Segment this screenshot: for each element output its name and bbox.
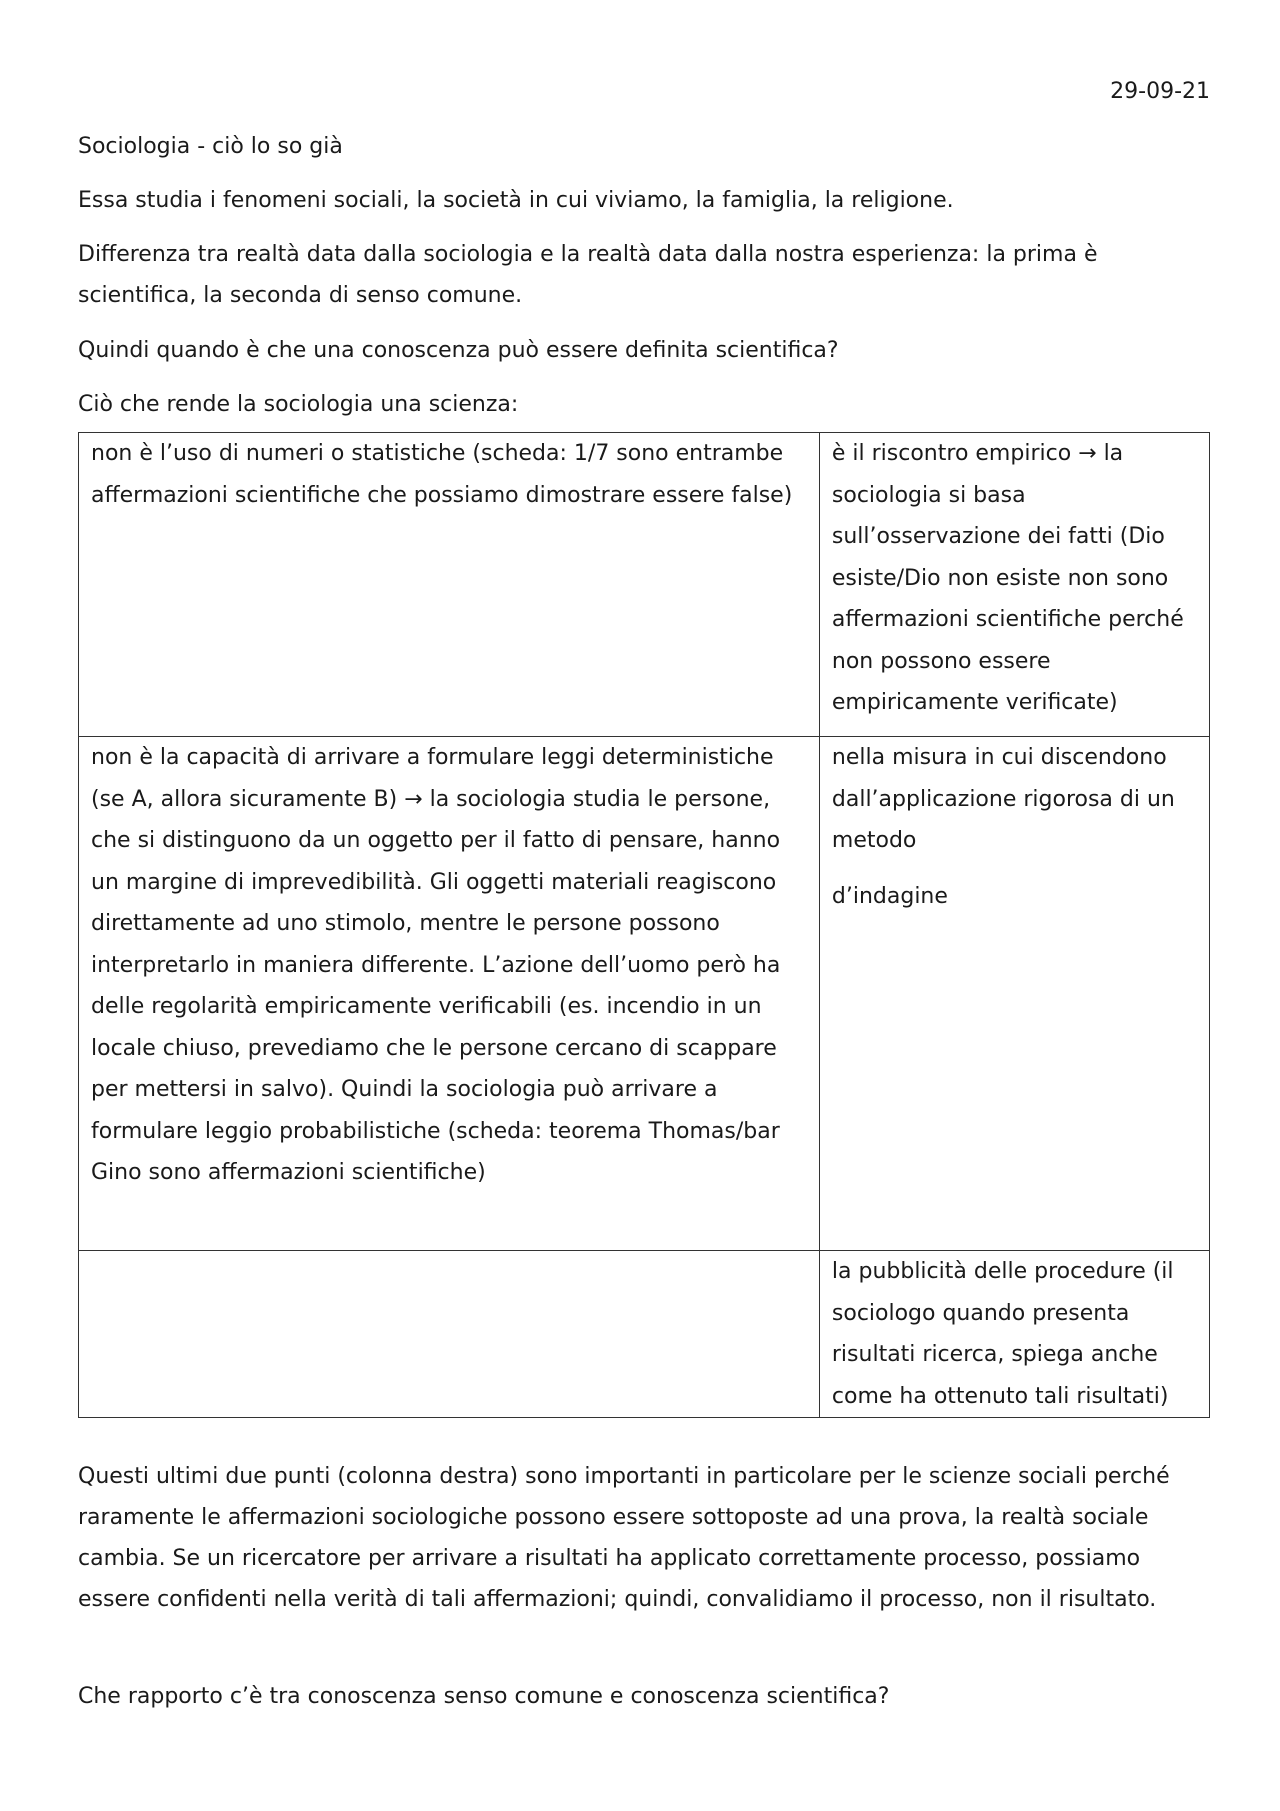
table-cell-right: la pubblicità delle procedure (il sociologo quando presenta risultati ricerca, spiega anche come ha ottenuto tali risultati): [819, 1251, 1209, 1418]
table-cell-right-extra: d’indagine: [831, 883, 948, 909]
table-cell-left: non è la capacità di arrivare a formulare leggi deterministiche (se A, allora sicuramente B) → la sociologia studia le persone, che si distinguono da un oggetto per il fatto di pensare, hanno un margine di imprevedibilità. Gli oggetti materiali reagiscono direttamente ad uno stimolo, mentre le persone possono interpretarlo in maniera differente. L’azione dell’uomo però ha delle regolarità empiricamente verificabili (es. incendio in un locale chiuso, prevediamo che le persone cercano di scappare per mettersi in salvo). Quindi la sociologia può arrivare a formulare leggio probabilistiche (scheda: teorema Thomas/bar Gino sono affermazioni scientifiche): [79, 737, 820, 1251]
intro-paragraph-2: Differenza tra realtà data dalla sociologia e la realtà data dalla nostra esperienza: la prima è scientifica, la seconda di senso comune.: [78, 242, 1098, 308]
table-cell-left: [79, 1251, 820, 1418]
table-row: [79, 737, 1210, 1251]
table-cell-right-text: nella misura in cui discendono dall’applicazione rigorosa di un metodo: [831, 745, 1175, 853]
document-date: 29-09-21: [1110, 79, 1210, 104]
table-cell-left: non è l’uso di numeri o statistiche (scheda: 1/7 sono entrambe affermazioni scientifiche che possiamo dimostrare essere false): [79, 433, 820, 737]
document-title: Sociologia - ciò lo so già: [78, 134, 343, 159]
table-cell-right: [819, 737, 1209, 1251]
closing-paragraph-1: Questi ultimi due punti (colonna destra) sono importanti in particolare per le scienze sociali perché raramente le affermazioni sociologiche possono essere sottoposte ad una prova, la realtà sociale cambia. Se un ricercatore per arrivare a risultati ha applicato correttamente processo, possiamo essere confidenti nella verità di tali affermazioni; quindi, convalidiamo il processo, non il risultato.: [78, 1464, 1170, 1612]
intro-paragraph-1: Essa studia i fenomeni sociali, la società in cui viviamo, la famiglia, la religione.: [78, 188, 954, 213]
intro-paragraph-4: Ciò che rende la sociologia una scienza:: [78, 392, 519, 417]
closing-paragraph-2: Che rapporto c’è tra conoscenza senso comune e conoscenza scientifica?: [78, 1684, 890, 1709]
table-cell-right: è il riscontro empirico → la sociologia si basa sull’osservazione dei fatti (Dio esiste/Dio non esiste non sono affermazioni scientifiche perché non possono essere empiricamente verificate): [819, 433, 1209, 737]
table-row: [79, 433, 1210, 737]
table-row: [79, 1251, 1210, 1418]
comparison-table: [78, 432, 1210, 1418]
intro-paragraph-3: Quindi quando è che una conoscenza può essere definita scientifica?: [78, 338, 839, 363]
